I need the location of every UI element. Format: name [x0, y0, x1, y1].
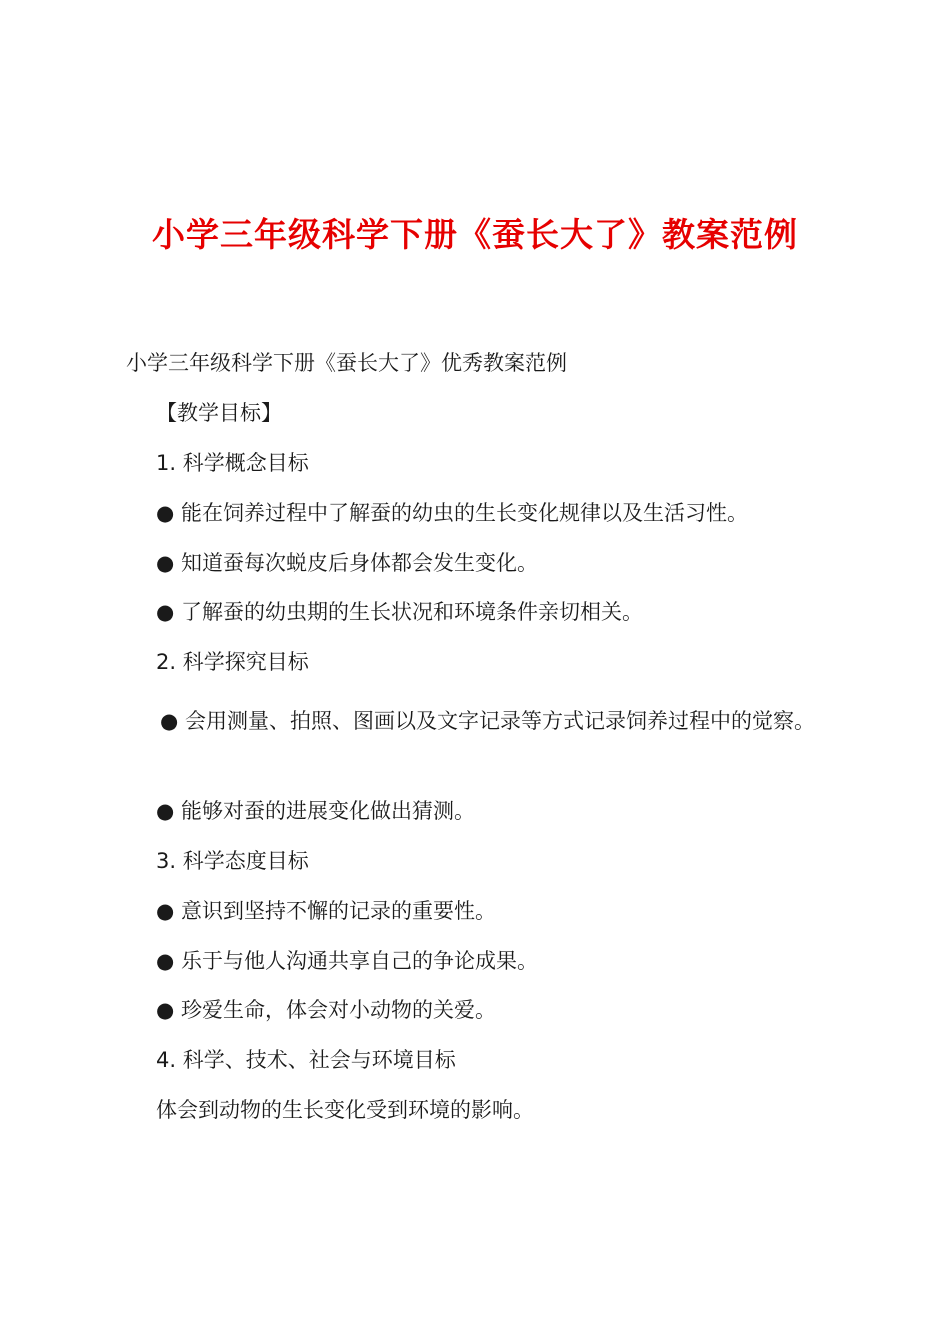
goal-4-text: 体会到动物的生长变化受到环境的影响。: [156, 1098, 534, 1122]
goal-1-item: ● 了解蚕的幼虫期的生长状况和环境条件亲切相关。: [156, 600, 643, 624]
goal-3-item: ● 乐于与他人沟通共享自己的争论成果。: [156, 949, 538, 973]
goal-1-heading: 1. 科学概念目标: [156, 451, 309, 475]
goal-3-item: ● 意识到坚持不懈的记录的重要性。: [156, 899, 496, 923]
goal-3-item: ● 珍爱生命，体会对小动物的关爱。: [156, 998, 496, 1022]
goal-4-heading: 4. 科学、技术、社会与环境目标: [156, 1048, 456, 1072]
goal-3-heading: 3. 科学态度目标: [156, 849, 309, 873]
document-subtitle: 小学三年级科学下册《蚕长大了》优秀教案范例: [126, 351, 567, 375]
section-heading-teaching-goals: 【教学目标】: [156, 401, 282, 425]
goal-2-heading: 2. 科学探究目标: [156, 650, 309, 674]
document-title: 小学三年级科学下册《蚕长大了》教案范例: [152, 215, 798, 254]
goal-1-item: ● 能在饲养过程中了解蚕的幼虫的生长变化规律以及生活习性。: [156, 501, 748, 525]
goal-1-item: ● 知道蚕每次蜕皮后身体都会发生变化。: [156, 551, 538, 575]
goal-2-item: ● 会用测量、拍照、图画以及文字记录等方式记录饲养过程中的觉察。: [160, 709, 815, 733]
goal-2-item: ● 能够对蚕的进展变化做出猜测。: [156, 799, 475, 823]
